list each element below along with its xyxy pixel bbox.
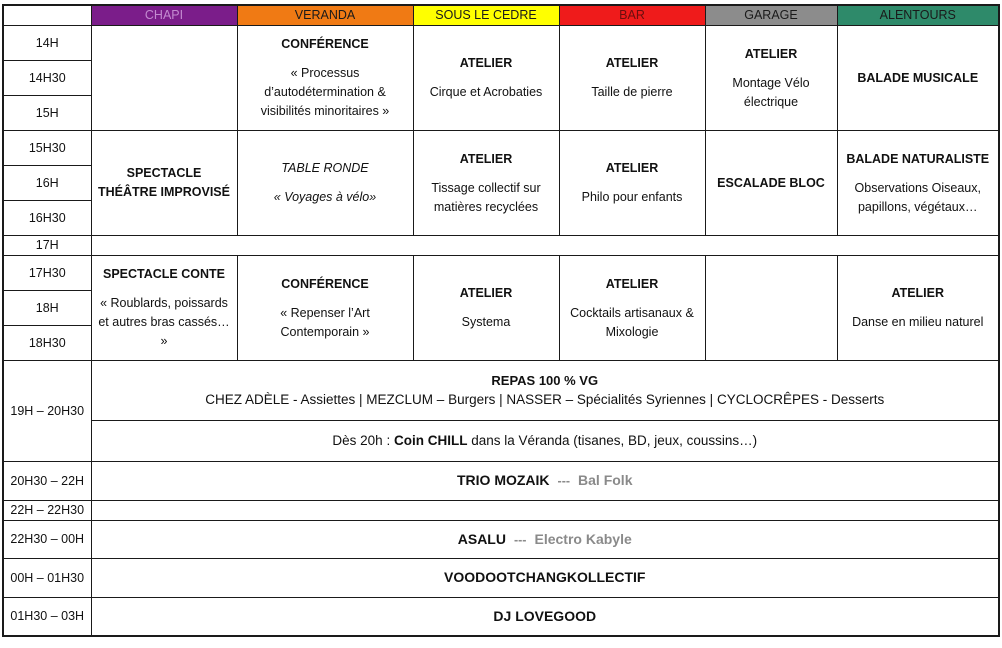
event-title: TABLE RONDE bbox=[281, 161, 369, 175]
time-label: 15H30 bbox=[3, 131, 91, 166]
time-label: 19H – 20H30 bbox=[3, 361, 91, 462]
alentours-slot-1 bbox=[837, 26, 999, 131]
chill-cell bbox=[91, 420, 999, 461]
cedre-slot-1 bbox=[413, 26, 559, 131]
event-title: CONFÉRENCE bbox=[281, 37, 369, 51]
bar-slot-1 bbox=[559, 26, 705, 131]
event-title: SPECTACLE CONTE bbox=[103, 267, 225, 281]
event-description: « Roublards, poissards et autres bras cassés… » bbox=[98, 296, 230, 348]
event-title: ATELIER bbox=[459, 151, 513, 166]
time-row-01h30 bbox=[3, 598, 999, 637]
column-header-chapi: CHAPI bbox=[91, 5, 237, 26]
separator: --- bbox=[513, 532, 527, 547]
meal-title: REPAS 100 % VG bbox=[491, 373, 599, 389]
bar-slot-2 bbox=[559, 131, 705, 236]
column-header-bar: BAR bbox=[559, 5, 705, 26]
time-label: 18H bbox=[3, 291, 91, 326]
voodoo-cell bbox=[91, 559, 999, 598]
event-description: « Repenser l’Art Contemporain » bbox=[280, 305, 370, 339]
alentours-slot-3 bbox=[837, 256, 999, 361]
event-description: Philo pour enfants bbox=[581, 190, 683, 204]
veranda-slot-3 bbox=[237, 256, 413, 361]
chill-row bbox=[3, 420, 999, 461]
column-header-veranda: VERANDA bbox=[237, 5, 413, 26]
event-description: Montage Vélo électrique bbox=[732, 75, 810, 109]
time-row-22h bbox=[3, 501, 999, 521]
chill-rest: dans la Véranda (tisanes, BD, jeux, coussins…) bbox=[467, 433, 758, 449]
event-title: SPECTACLE THÉÂTRE IMPROVISÉ bbox=[98, 166, 230, 199]
veranda-slot-2 bbox=[237, 131, 413, 236]
time-label: 14H30 bbox=[3, 61, 91, 96]
meal-vendors: CHEZ ADÈLE - Assiettes | MEZCLUM – Burgers | NASSER – Spécialités Syriennes | CYCLOCRÊPES - Desserts bbox=[205, 392, 885, 408]
time-label: 17H30 bbox=[3, 256, 91, 291]
time-row-14h bbox=[3, 26, 999, 61]
column-header-sous-le-cedre: SOUS LE CEDRE bbox=[413, 5, 559, 26]
event-description: « Voyages à vélo» bbox=[273, 190, 377, 204]
event-title: BALADE NATURALISTE bbox=[846, 151, 990, 166]
artist-genre: Electro Kabyle bbox=[534, 530, 632, 547]
garage-slot-2 bbox=[705, 131, 837, 236]
separator: --- bbox=[557, 474, 571, 488]
garage-slot-3-empty bbox=[705, 256, 837, 361]
time-label: 18H30 bbox=[3, 326, 91, 361]
chapi-slot-2 bbox=[91, 131, 237, 236]
event-description: « Processus d’autodétermination & visibilités minoritaires » bbox=[260, 66, 390, 118]
event-title: BALADE MUSICALE bbox=[857, 70, 979, 85]
time-label: 14H bbox=[3, 26, 91, 61]
trio-cell bbox=[91, 462, 999, 501]
event-description: Cirque et Acrobaties bbox=[429, 85, 543, 99]
time-row-17h30 bbox=[3, 256, 999, 291]
corner-cell bbox=[3, 5, 91, 26]
event-title: ATELIER bbox=[891, 286, 945, 300]
artist-name: VOODOOTCHANGKOLLECTIF bbox=[444, 569, 646, 585]
break-22h-empty bbox=[91, 501, 999, 521]
event-description: Danse en milieu naturel bbox=[852, 315, 984, 329]
chapi-slot-1-empty bbox=[91, 26, 237, 131]
break-17h-empty bbox=[91, 236, 999, 256]
veranda-slot-1 bbox=[237, 26, 413, 131]
cedre-slot-3 bbox=[413, 256, 559, 361]
dj-cell bbox=[91, 598, 999, 637]
bar-slot-3 bbox=[559, 256, 705, 361]
cedre-slot-2 bbox=[413, 131, 559, 236]
time-label: 16H30 bbox=[3, 201, 91, 236]
time-label: 20H30 – 22H bbox=[3, 462, 91, 501]
artist-genre: Bal Folk bbox=[578, 472, 633, 488]
event-title: ATELIER bbox=[605, 276, 659, 291]
event-description: Tissage collectif sur matières recyclées bbox=[431, 180, 541, 214]
time-label: 00H – 01H30 bbox=[3, 559, 91, 598]
event-description: Taille de pierre bbox=[591, 85, 673, 99]
artist-name: TRIO MOZAIK bbox=[456, 472, 550, 488]
event-title: ESCALADE BLOC bbox=[717, 175, 825, 190]
time-label: 22H30 – 00H bbox=[3, 521, 91, 559]
event-title: ATELIER bbox=[605, 161, 659, 175]
schedule-table bbox=[2, 4, 1000, 637]
artist-name: DJ LOVEGOOD bbox=[493, 607, 597, 624]
asalu-cell bbox=[91, 521, 999, 559]
time-label: 15H bbox=[3, 96, 91, 131]
time-label: 16H bbox=[3, 166, 91, 201]
chill-bold: Coin CHILL bbox=[393, 433, 468, 449]
time-row-22h30 bbox=[3, 521, 999, 559]
time-label: 22H – 22H30 bbox=[3, 501, 91, 521]
time-row-19h bbox=[3, 361, 999, 421]
meal-cell bbox=[91, 361, 999, 421]
header-row bbox=[3, 5, 999, 26]
event-title: CONFÉRENCE bbox=[281, 276, 369, 291]
time-row-17h bbox=[3, 236, 999, 256]
chapi-slot-3 bbox=[91, 256, 237, 361]
garage-slot-1 bbox=[705, 26, 837, 131]
event-description: Cocktails artisanaux & Mixologie bbox=[570, 305, 694, 339]
artist-name: ASALU bbox=[457, 530, 506, 547]
time-row-00h bbox=[3, 559, 999, 598]
time-label: 01H30 – 03H bbox=[3, 598, 91, 637]
event-description: Observations Oiseaux, papillons, végétaux… bbox=[854, 180, 981, 214]
event-title: ATELIER bbox=[459, 56, 513, 70]
column-header-garage: GARAGE bbox=[705, 5, 837, 26]
alentours-slot-2 bbox=[837, 131, 999, 236]
column-header-alentours: ALENTOURS bbox=[837, 5, 999, 26]
event-description: Systema bbox=[461, 315, 511, 329]
event-title: ATELIER bbox=[744, 46, 798, 61]
time-row-15h30 bbox=[3, 131, 999, 166]
chill-prefix: Dès 20h : bbox=[332, 433, 394, 449]
event-title: ATELIER bbox=[605, 56, 659, 70]
time-row-20h30 bbox=[3, 462, 999, 501]
event-title: ATELIER bbox=[459, 286, 513, 300]
time-label: 17H bbox=[3, 236, 91, 256]
